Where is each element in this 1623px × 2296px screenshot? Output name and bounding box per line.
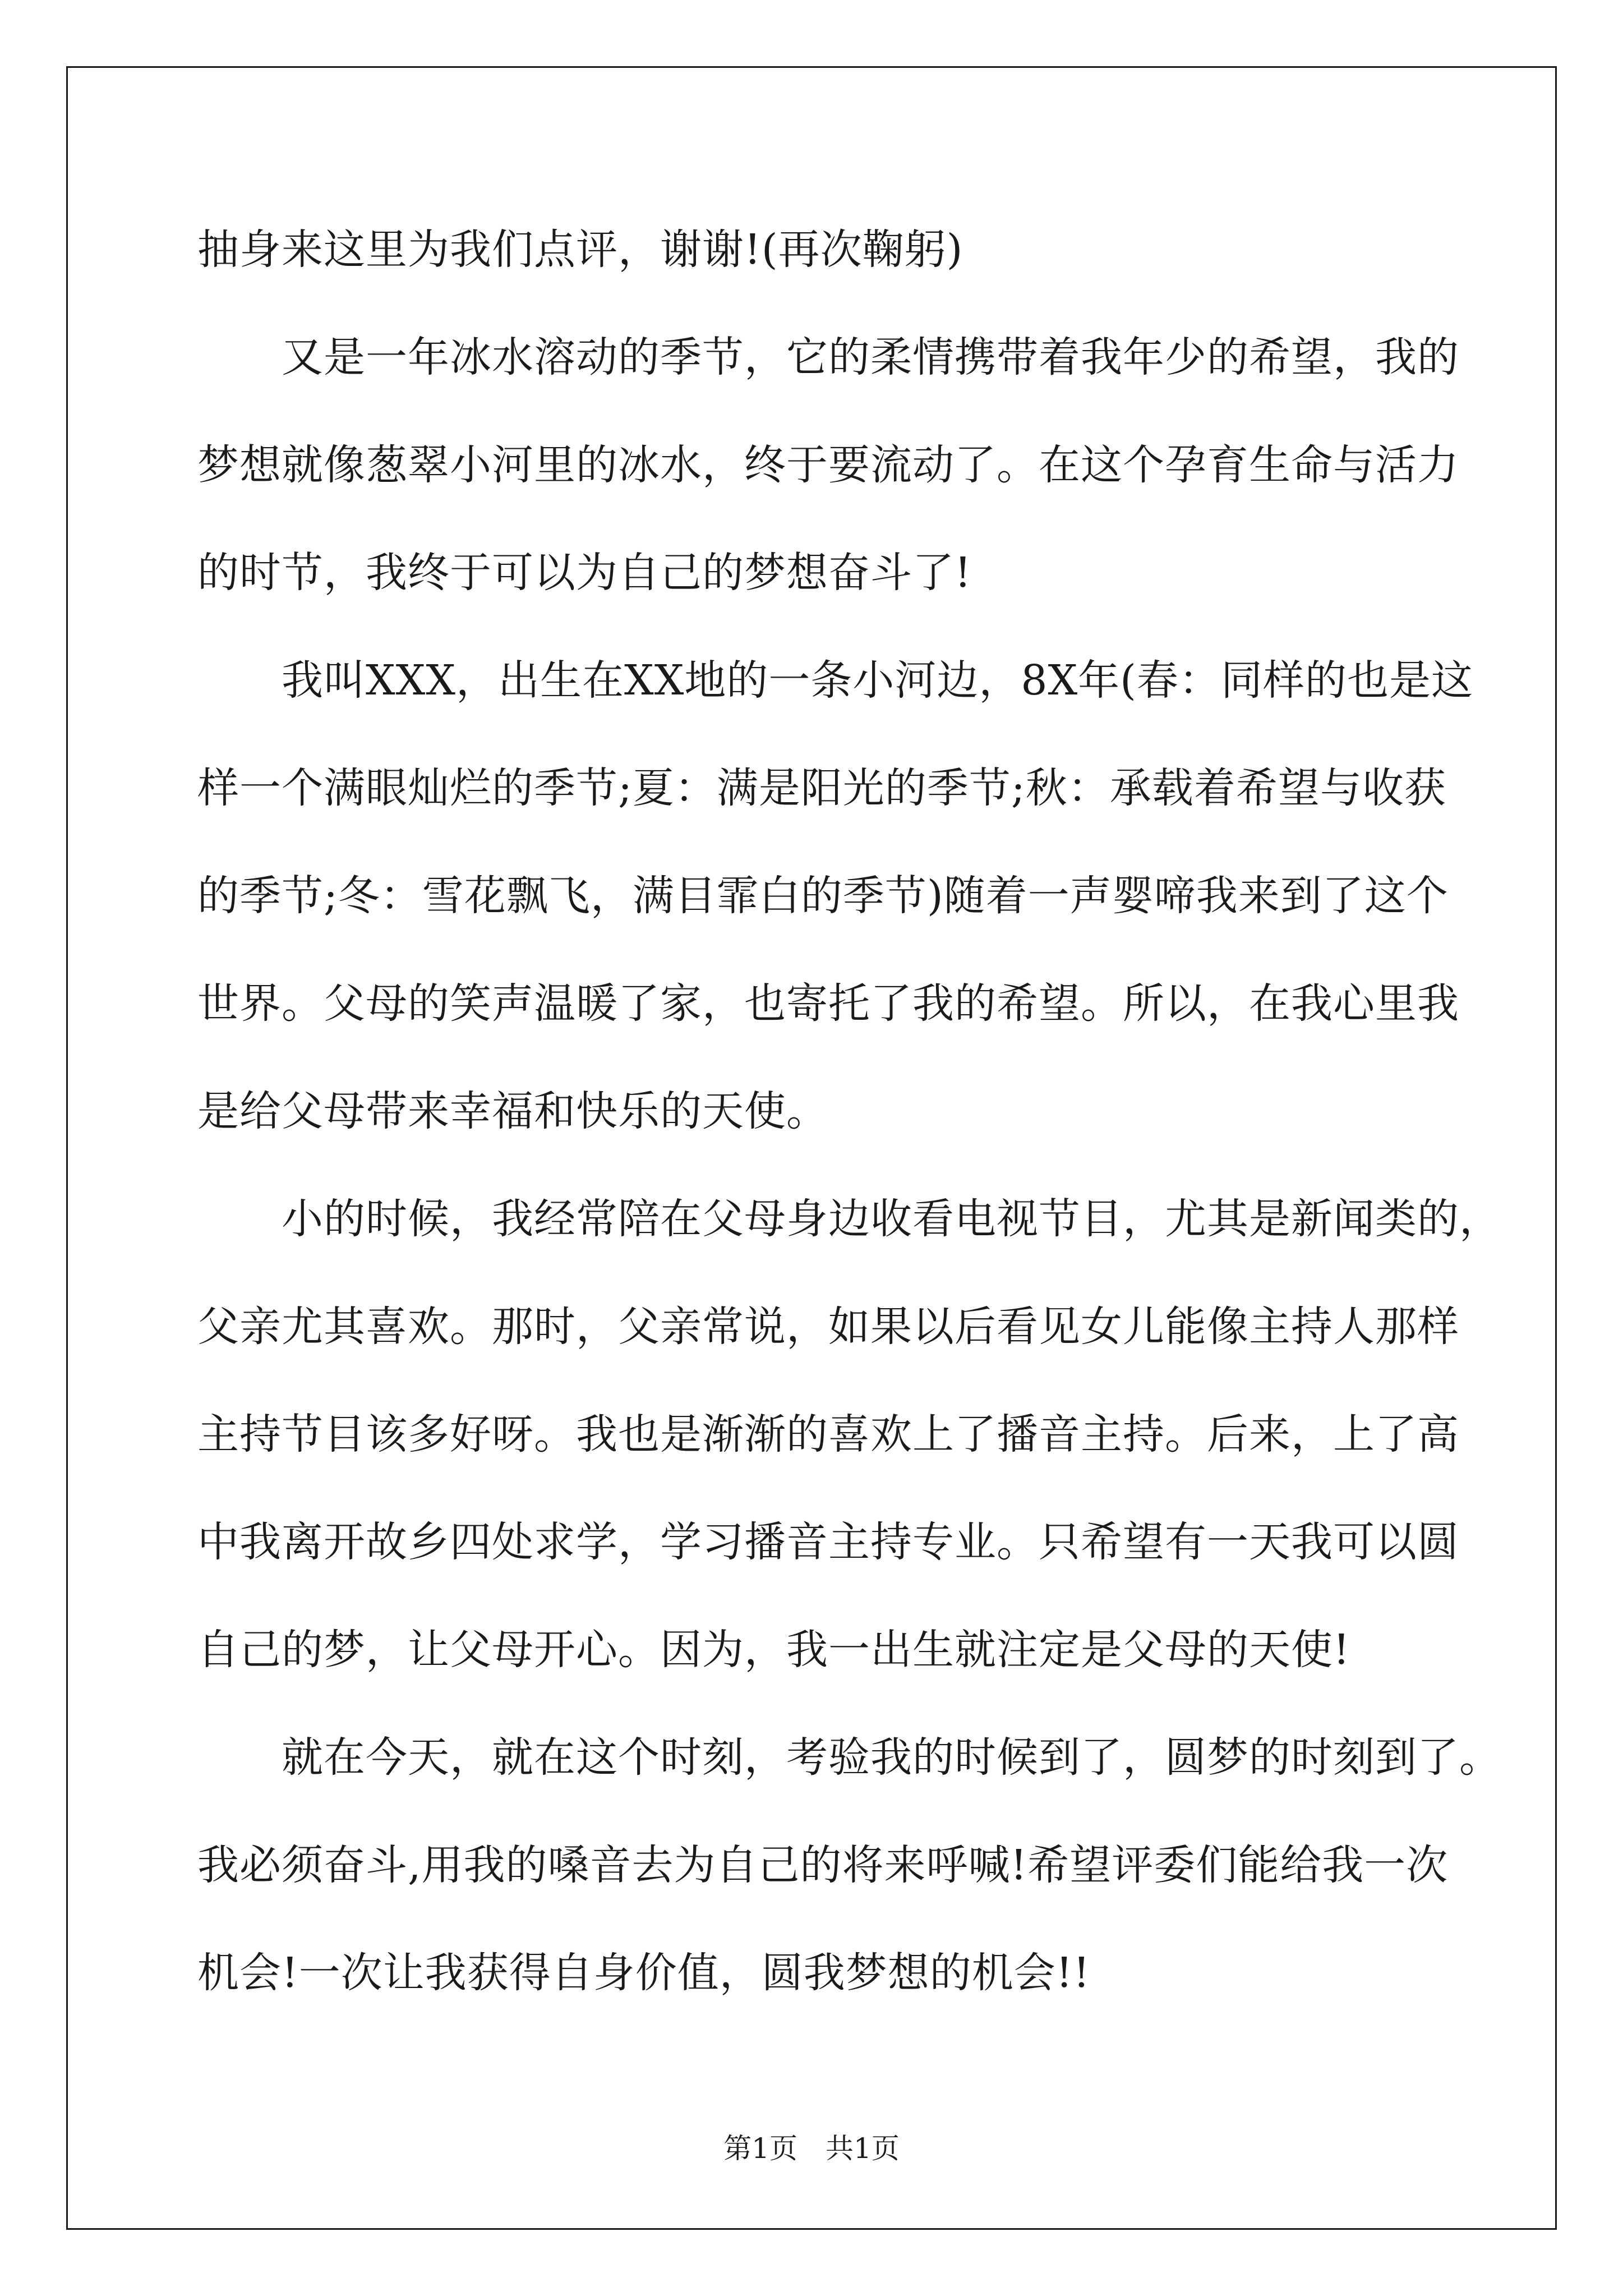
page-number: 第1页 (723, 2132, 797, 2165)
text-line: 世界。父母的笑声温暖了家，也寄托了我的希望。所以，在我心里我 (197, 979, 1459, 1028)
text-line: 的季节;冬：雪花飘飞，满目霏白的季节)随着一声婴啼我来到了这个 (197, 872, 1449, 920)
text-line: 抽身来这里为我们点评，谢谢!(再次鞠躬) (197, 226, 963, 274)
paragraph-first-line: 又是一年冰水溶动的季节，它的柔情携带着我年少的希望，我的 (282, 333, 1459, 381)
paragraph-first-line: 我叫XXX，出生在XX地的一条小河边，8X年(春：同样的也是这 (282, 656, 1474, 705)
document-body (197, 210, 1501, 2041)
text-line: 父亲尤其喜欢。那时，父亲常说，如果以后看见女儿能像主持人那样 (197, 1303, 1459, 1351)
text-line: 中我离开故乡四处求学，学习播音主持专业。只希望有一天我可以圆 (197, 1518, 1459, 1566)
text-line: 主持节目该多好呀。我也是渐渐的喜欢上了播音主持。后来，上了高 (197, 1410, 1459, 1458)
text-line: 的时节，我终于可以为自己的梦想奋斗了! (197, 549, 972, 597)
paragraph-first-line: 小的时候，我经常陪在父母身边收看电视节目，尤其是新闻类的， (282, 1195, 1501, 1243)
text-line: 自己的梦，让父母开心。因为，我一出生就注定是父母的天使! (197, 1626, 1350, 1674)
page-footer (0, 2126, 1623, 2166)
paragraph-first-line: 就在今天，就在这个时刻，考验我的时候到了，圆梦的时刻到了。 (282, 1733, 1501, 1782)
text-line: 机会!一次让我获得自身价值，圆我梦想的机会!! (197, 1949, 1091, 1997)
text-line: 我必须奋斗,用我的嗓音去为自己的将来呼喊!希望评委们能给我一次 (197, 1841, 1449, 1889)
text-line: 是给父母带来幸福和快乐的天使。 (197, 1087, 828, 1135)
text-line: 样一个满眼灿烂的季节;夏：满是阳光的季节;秋：承载着希望与收获 (197, 764, 1446, 812)
page-total: 共1页 (826, 2132, 900, 2165)
text-line: 梦想就像葱翠小河里的冰水，终于要流动了。在这个孕育生命与活力 (197, 441, 1459, 489)
